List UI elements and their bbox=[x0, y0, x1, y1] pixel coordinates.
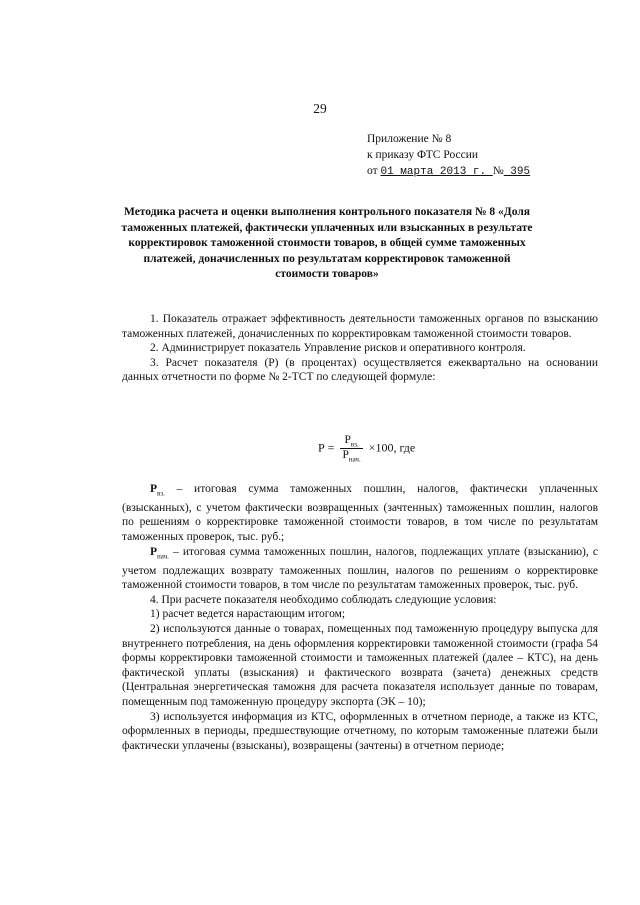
formula-numerator: $Р_{вз.}$ bbox=[340, 434, 362, 449]
page-number: 29 bbox=[313, 101, 327, 116]
formula-lhs: Р = bbox=[318, 440, 335, 455]
number-prefix: № bbox=[492, 165, 504, 177]
condition-3: 3) используется информация из КТС, оформленных в отчетном периоде, а также из КТС, оформленных в периоды, предшествующие отчетному, по которым таможенные платежи были фактически уплачены (взысканы), возвращены (зачтены) в отчетном периоде; bbox=[122, 710, 598, 752]
condition-2: 2) используются данные о товарах, помещенных под таможенную процедуру выпуска для внутреннего потребления, на день оформления корректировки таможенной стоимости (графа 54 формы корректировки таможенной стоимости и таможенных платежей (далее – КТС), на день фактической уплаты (взыскания) и фактического возврата (зачета) денежных средств (Центральная энергетическая таможня для расчета показателя использует данные по товарам, помещенным под таможенную процедуру экспорта (ЭК – 10); bbox=[122, 622, 598, 708]
condition-1: 1) расчет ведется нарастающим итогом; bbox=[150, 608, 346, 621]
formula-rhs: ×100, где bbox=[368, 440, 416, 455]
date-prefix: от bbox=[367, 165, 378, 177]
paragraph-3: 3. Расчет показателя (Р) (в процентах) осуществляется ежеквартально на основании данных отчетности по форме № 2-ТСТ по следующей формуле: bbox=[122, 356, 598, 384]
order-number: 395 bbox=[503, 166, 531, 178]
appendix-line-1: Приложение № 8 bbox=[367, 133, 452, 145]
body-block-1 bbox=[122, 312, 598, 385]
appendix-line-2: к приказу ФТС России bbox=[367, 149, 478, 161]
appendix-date-line bbox=[367, 163, 530, 180]
formula-fraction bbox=[340, 434, 362, 464]
paragraph-1: 1. Показатель отражает эффективность деятельности таможенных органов по взысканию таможенных платежей, доначисленных по корректировкам таможенной стоимости товаров. bbox=[122, 313, 598, 340]
body-block-2 bbox=[122, 482, 598, 753]
document-title: Методика расчета и оценки выполнения контрольного показателя № 8 «Доля таможенных платежей, фактически уплаченных или взысканных в результате корректировок таможенной стоимости товаров, в общей сумме таможенных платежей, доначисленных по результатам корректировок таможенной стоимости товаров» bbox=[121, 206, 533, 280]
definition-2: $Р_{нач.}$ – итоговая сумма таможенных пошлин, налогов, подлежащих уплате (взысканию), с учетом подлежащих возврату таможенных пошлин, налогов по решениям о корректировке таможенной стоимости товаров, в том числе по результатам таможенных проверок, тыс. руб. bbox=[122, 545, 598, 592]
order-date: 01 марта 2013 г. bbox=[380, 166, 493, 178]
paragraph-2: 2. Администрирует показатель Управление рисков и оперативного контроля. bbox=[150, 342, 526, 355]
paragraph-4: 4. При расчете показателя необходимо соблюдать следующие условия: bbox=[150, 593, 497, 606]
definition-1: $Р_{вз.}$ – итоговая сумма таможенных пошлин, налогов, фактически уплаченных (взысканных), с учетом фактически возвращенных (зачтенных) таможенных пошлин, налогов по решениям о корректировке таможенной стоимости товаров, в том числе по результатам таможенных проверок, тыс. руб.; bbox=[122, 483, 598, 544]
formula bbox=[318, 434, 415, 464]
formula-denominator: $Р_{нач.}$ bbox=[342, 449, 361, 464]
